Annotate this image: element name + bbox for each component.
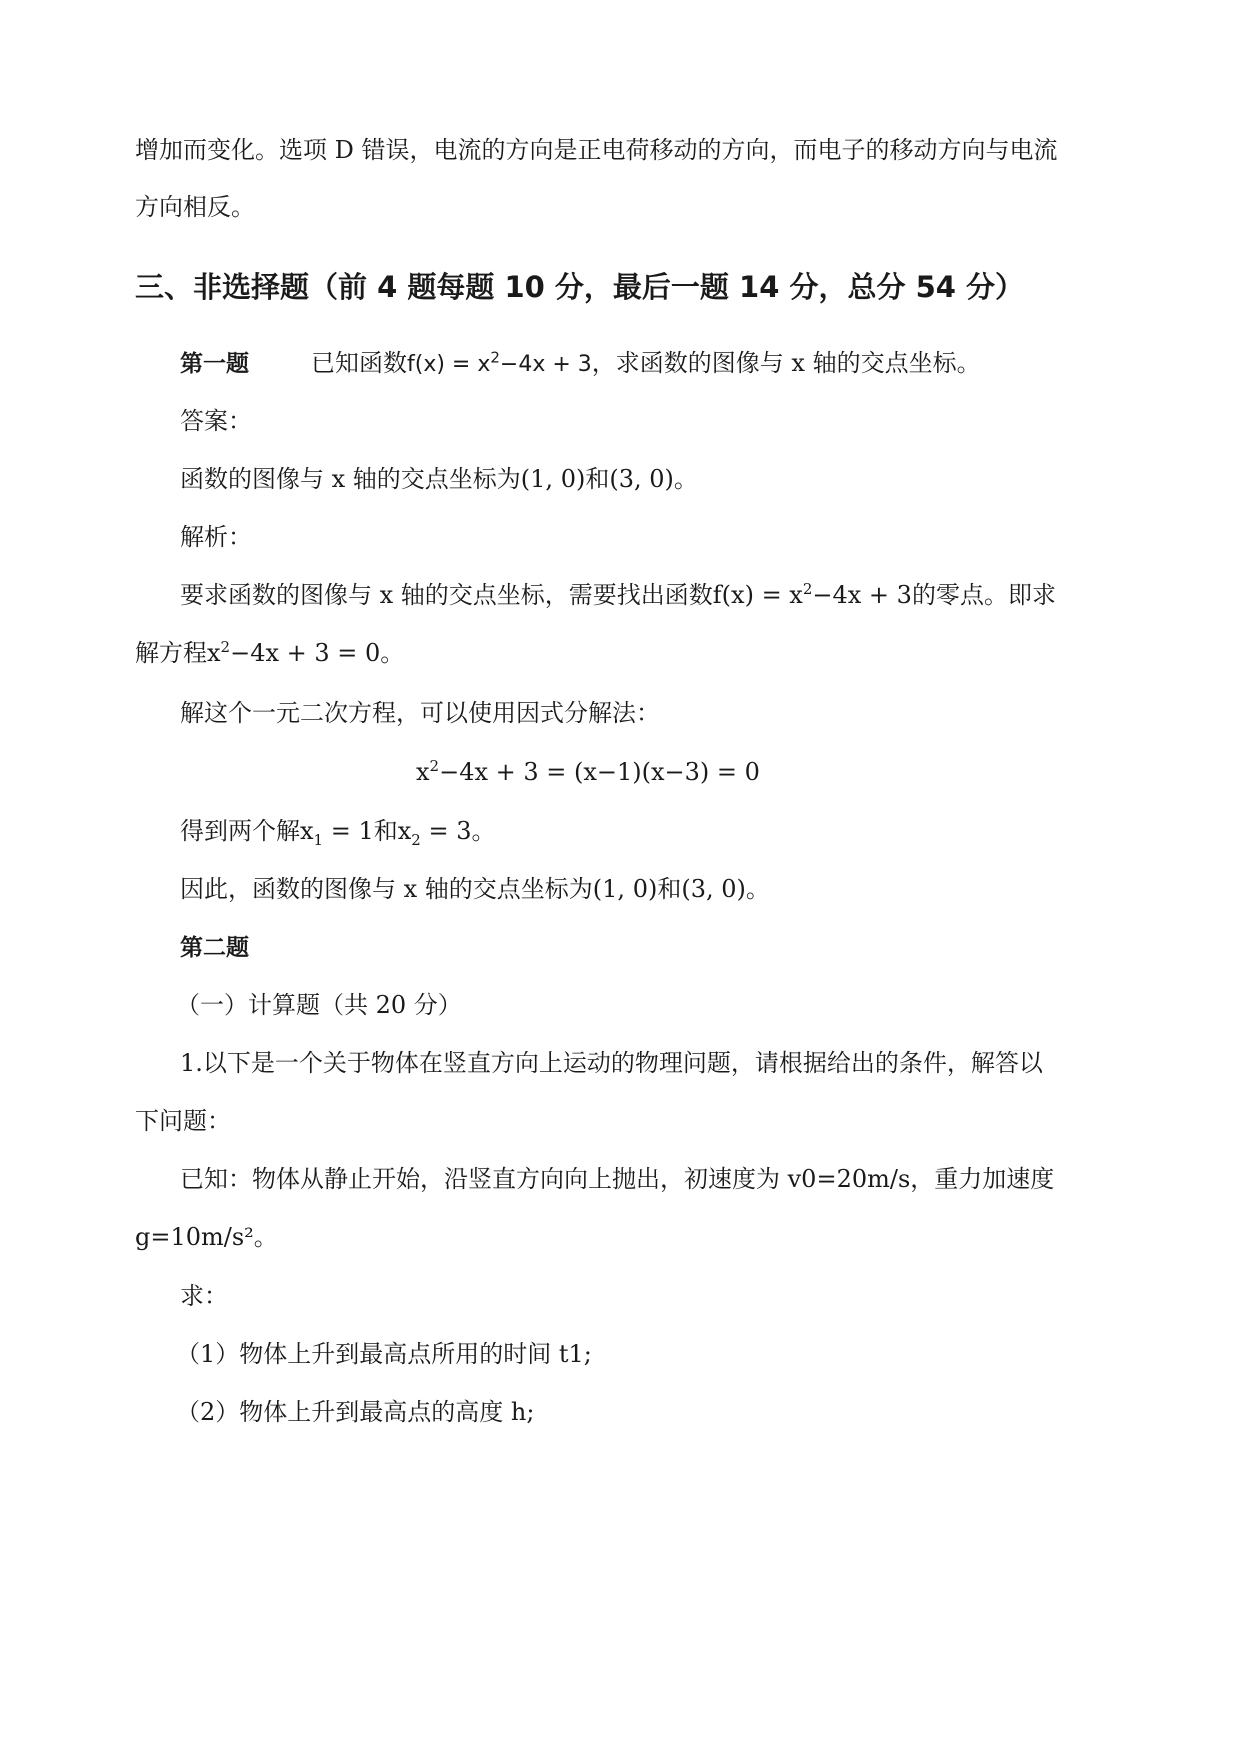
section-heading: 三、非选择题（前 4 题每题 10 分，最后一题 14 分，总分 54 分） [135, 270, 1025, 304]
method-text: 解这个一元二次方程，可以使用因式分解法： [180, 699, 660, 727]
answer-text: 函数的图像与 x 轴的交点坐标为(1, 0)和(3, 0)。 [180, 465, 698, 493]
item1-line1: 1.以下是一个关于物体在竖直方向上运动的物理问题，请根据给出的条件，解答以 [180, 1049, 1043, 1077]
analysis-paragraph-line2: 解方程$x^2-4x + 3 = 0$。 [135, 638, 405, 667]
known-line2: g=10m/s²。 [135, 1223, 278, 1251]
known-line1: 已知：物体从静止开始，沿竖直方向向上抛出，初速度为 v0=20m/s，重力加速度 [180, 1165, 1055, 1193]
stem-prefix: 已知函数 [311, 349, 407, 377]
answer-label: 答案： [180, 407, 252, 435]
item1-line2: 下问题： [135, 1107, 231, 1135]
function-expression: $f(x) = x^2-4x + 3$ [712, 580, 912, 609]
paragraph-continuation-line2: 方向相反。 [135, 193, 255, 221]
function-expression: $f(x) = x^2-4x + 3$ [407, 348, 592, 377]
equation: $x^2-4x + 3 = 0$ [207, 638, 381, 667]
analysis-label: 解析： [180, 523, 252, 551]
stem-suffix: ，求函数的图像与 x 轴的交点坐标。 [591, 349, 981, 377]
part-title: （一）计算题（共 20 分） [176, 991, 462, 1019]
solutions-line: 得到两个解$x_1 = 1$和$x_2 = 3$。 [180, 817, 496, 849]
factored-equation: $x^2-4x + 3 = (x-1)(x-3) = 0$ [416, 757, 760, 786]
question2-label: 第二题 [180, 935, 249, 961]
question1-stem [180, 346, 981, 382]
conclusion-line: 因此，函数的图像与 x 轴的交点坐标为(1, 0)和(3, 0)。 [180, 875, 770, 903]
ask-label: 求： [180, 1282, 228, 1310]
subquestion-2: （2）物体上升到最高点的高度 h; [176, 1398, 535, 1426]
analysis-paragraph-line1: 要求函数的图像与 x 轴的交点坐标，需要找出函数$f(x) = x^2-4x + 3$的零点。即求 [180, 580, 1056, 609]
subquestion-1: （1）物体上升到最高点所用的时间 t1; [176, 1340, 592, 1368]
paragraph-continuation-line1: 增加而变化。选项 D 错误，电流的方向是正电荷移动的方向，而电子的移动方向与电流 [135, 136, 1058, 164]
question1-label: 第一题 [180, 351, 249, 377]
